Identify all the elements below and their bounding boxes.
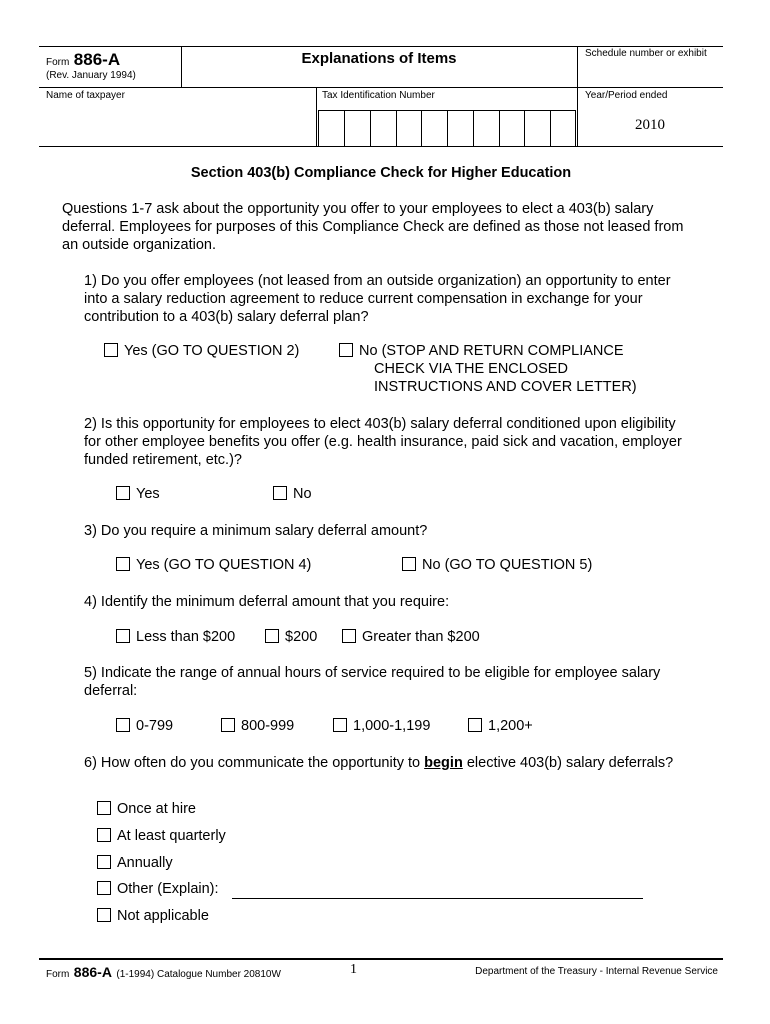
q5-option-b-label: 800-999: [241, 718, 295, 734]
q4-option-c-label: Greater than $200: [362, 629, 480, 645]
form-prefix: Form: [46, 57, 70, 68]
checkbox[interactable]: [333, 718, 347, 732]
tin-label: Tax Identification Number: [322, 90, 435, 101]
tin-box-cell[interactable]: [550, 110, 576, 146]
q2-option-yes[interactable]: [116, 486, 160, 502]
tin-box-cell[interactable]: [396, 110, 421, 146]
header-divider-tin-left: [316, 87, 317, 146]
q3-option-yes[interactable]: [116, 557, 311, 573]
q4-option-a-label: Less than $200: [136, 629, 236, 645]
schedule-label: Schedule number or exhibit: [585, 48, 707, 59]
q6-option-other[interactable]: [97, 881, 219, 897]
q6-option-annually[interactable]: [97, 855, 173, 871]
checkbox[interactable]: [116, 718, 130, 732]
checkbox[interactable]: [116, 557, 130, 571]
checkbox[interactable]: [116, 629, 130, 643]
checkbox[interactable]: [97, 801, 111, 815]
checkbox[interactable]: [265, 629, 279, 643]
header-top-rule: [39, 46, 723, 47]
tin-box-cell[interactable]: [318, 110, 344, 146]
page-number: 1: [350, 962, 357, 977]
checkbox[interactable]: [339, 343, 353, 357]
footer-form-prefix: Form: [46, 969, 70, 980]
question-6-emphasis: begin: [424, 755, 463, 771]
footer-form-number: 886-A: [73, 964, 112, 980]
checkbox[interactable]: [97, 855, 111, 869]
intro-paragraph: Questions 1-7 ask about the opportunity you offer to your employees to elect a 403(b) salary deferral. Employees for purposes of this Compliance Check are defined as those not leased from an outside organization.: [62, 201, 684, 253]
checkbox[interactable]: [402, 557, 416, 571]
q6-option-once-at-hire[interactable]: [97, 801, 196, 817]
q5-option-1200-plus[interactable]: [468, 718, 533, 734]
q5-option-d-label: 1,200+: [488, 718, 533, 734]
taxpayer-name-label: Name of taxpayer: [46, 90, 125, 101]
form-number: 886-A: [73, 50, 121, 69]
q4-option-greater-than-200[interactable]: [342, 629, 480, 645]
department: Department of the Treasury - Internal Revenue Service: [475, 966, 718, 977]
checkbox[interactable]: [342, 629, 356, 643]
tin-box-cell[interactable]: [421, 110, 447, 146]
checkbox[interactable]: [97, 881, 111, 895]
form-title: Explanations of Items: [301, 50, 457, 67]
tin-box-cell[interactable]: [370, 110, 396, 146]
q4-option-less-than-200[interactable]: [116, 629, 235, 645]
tin-box-cell[interactable]: [524, 110, 550, 146]
form-revision: (Rev. January 1994): [46, 70, 136, 81]
checkbox[interactable]: [104, 343, 118, 357]
q6-option-d-label: Other (Explain):: [117, 881, 219, 897]
checkbox[interactable]: [468, 718, 482, 732]
q5-option-0-799[interactable]: [116, 718, 173, 734]
year-label: Year/Period ended: [585, 90, 668, 101]
question-1-text: 1) Do you offer employees (not leased from an outside organization) an opportunity to enter into a salary reduction agreement to reduce current compensation in exchange for your contribution to a 403(b) salary deferral plan?: [84, 273, 671, 325]
q6-option-c-label: Annually: [117, 855, 173, 871]
tin-box-cell[interactable]: [447, 110, 473, 146]
tin-box-cell[interactable]: [344, 110, 370, 146]
footer-form-id: [46, 964, 281, 982]
q3-option-yes-label: Yes (GO TO QUESTION 4): [136, 557, 312, 573]
q1-option-no-label-1: No (STOP AND RETURN COMPLIANCE: [359, 343, 624, 359]
q2-option-no[interactable]: [273, 486, 312, 502]
q6-option-not-applicable[interactable]: [97, 908, 209, 924]
header-divider-right: [577, 46, 578, 87]
q1-option-no[interactable]: [339, 343, 624, 359]
tin-box-cell[interactable]: [499, 110, 524, 146]
q5-option-800-999[interactable]: [221, 718, 294, 734]
checkbox[interactable]: [97, 908, 111, 922]
q5-option-c-label: 1,000-1,199: [353, 718, 431, 734]
checkbox[interactable]: [221, 718, 235, 732]
tin-box-cell[interactable]: [473, 110, 499, 146]
question-5-text: 5) Indicate the range of annual hours of service required to be eligible for employee salary deferral:: [84, 665, 661, 699]
form-id: [46, 50, 120, 70]
q4-option-b-label: $200: [285, 629, 318, 645]
footer-rule: [39, 958, 723, 960]
section-title: Section 403(b) Compliance Check for Higher Education: [190, 165, 572, 181]
q2-option-no-label: No: [293, 486, 312, 502]
year-value: 2010: [635, 117, 665, 133]
header-mid-rule: [39, 87, 723, 88]
q6-other-explain-line[interactable]: [232, 898, 643, 899]
question-6-text: [84, 754, 684, 772]
question-3-text: 3) Do you require a minimum salary deferral amount?: [84, 523, 428, 539]
footer-catalogue: (1-1994) Catalogue Number 20810W: [116, 969, 281, 980]
question-6-text-before: 6) How often do you communicate the opportunity to: [84, 755, 425, 771]
header-bottom-rule: [39, 146, 723, 147]
q1-option-yes-label: Yes (GO TO QUESTION 2): [124, 343, 300, 359]
q2-option-yes-label: Yes: [136, 486, 160, 502]
question-4-text: 4) Identify the minimum deferral amount that you require:: [84, 594, 450, 610]
q6-option-a-label: Once at hire: [117, 801, 196, 817]
question-6-text-after: elective 403(b) salary deferrals?: [462, 755, 674, 771]
q3-option-no[interactable]: [402, 557, 592, 573]
checkbox[interactable]: [116, 486, 130, 500]
q3-option-no-label: No (GO TO QUESTION 5): [422, 557, 593, 573]
q1-option-yes[interactable]: [104, 343, 299, 359]
checkbox[interactable]: [273, 486, 287, 500]
q6-option-at-least-quarterly[interactable]: [97, 828, 226, 844]
q1-option-no-label-3: INSTRUCTIONS AND COVER LETTER): [374, 379, 637, 395]
q5-option-a-label: 0-799: [136, 718, 174, 734]
question-2-text: 2) Is this opportunity for employees to elect 403(b) salary deferral conditioned upon eligibility for other employee benefits you offer (e.g. health insurance, paid sick and vacation, employer funded retirement, etc.)?: [84, 416, 682, 468]
q6-option-e-label: Not applicable: [117, 908, 209, 924]
q1-option-no-label-2: CHECK VIA THE ENCLOSED: [374, 361, 568, 377]
checkbox[interactable]: [97, 828, 111, 842]
q6-option-b-label: At least quarterly: [117, 828, 226, 844]
q4-option-200[interactable]: [265, 629, 317, 645]
q5-option-1000-1199[interactable]: [333, 718, 430, 734]
